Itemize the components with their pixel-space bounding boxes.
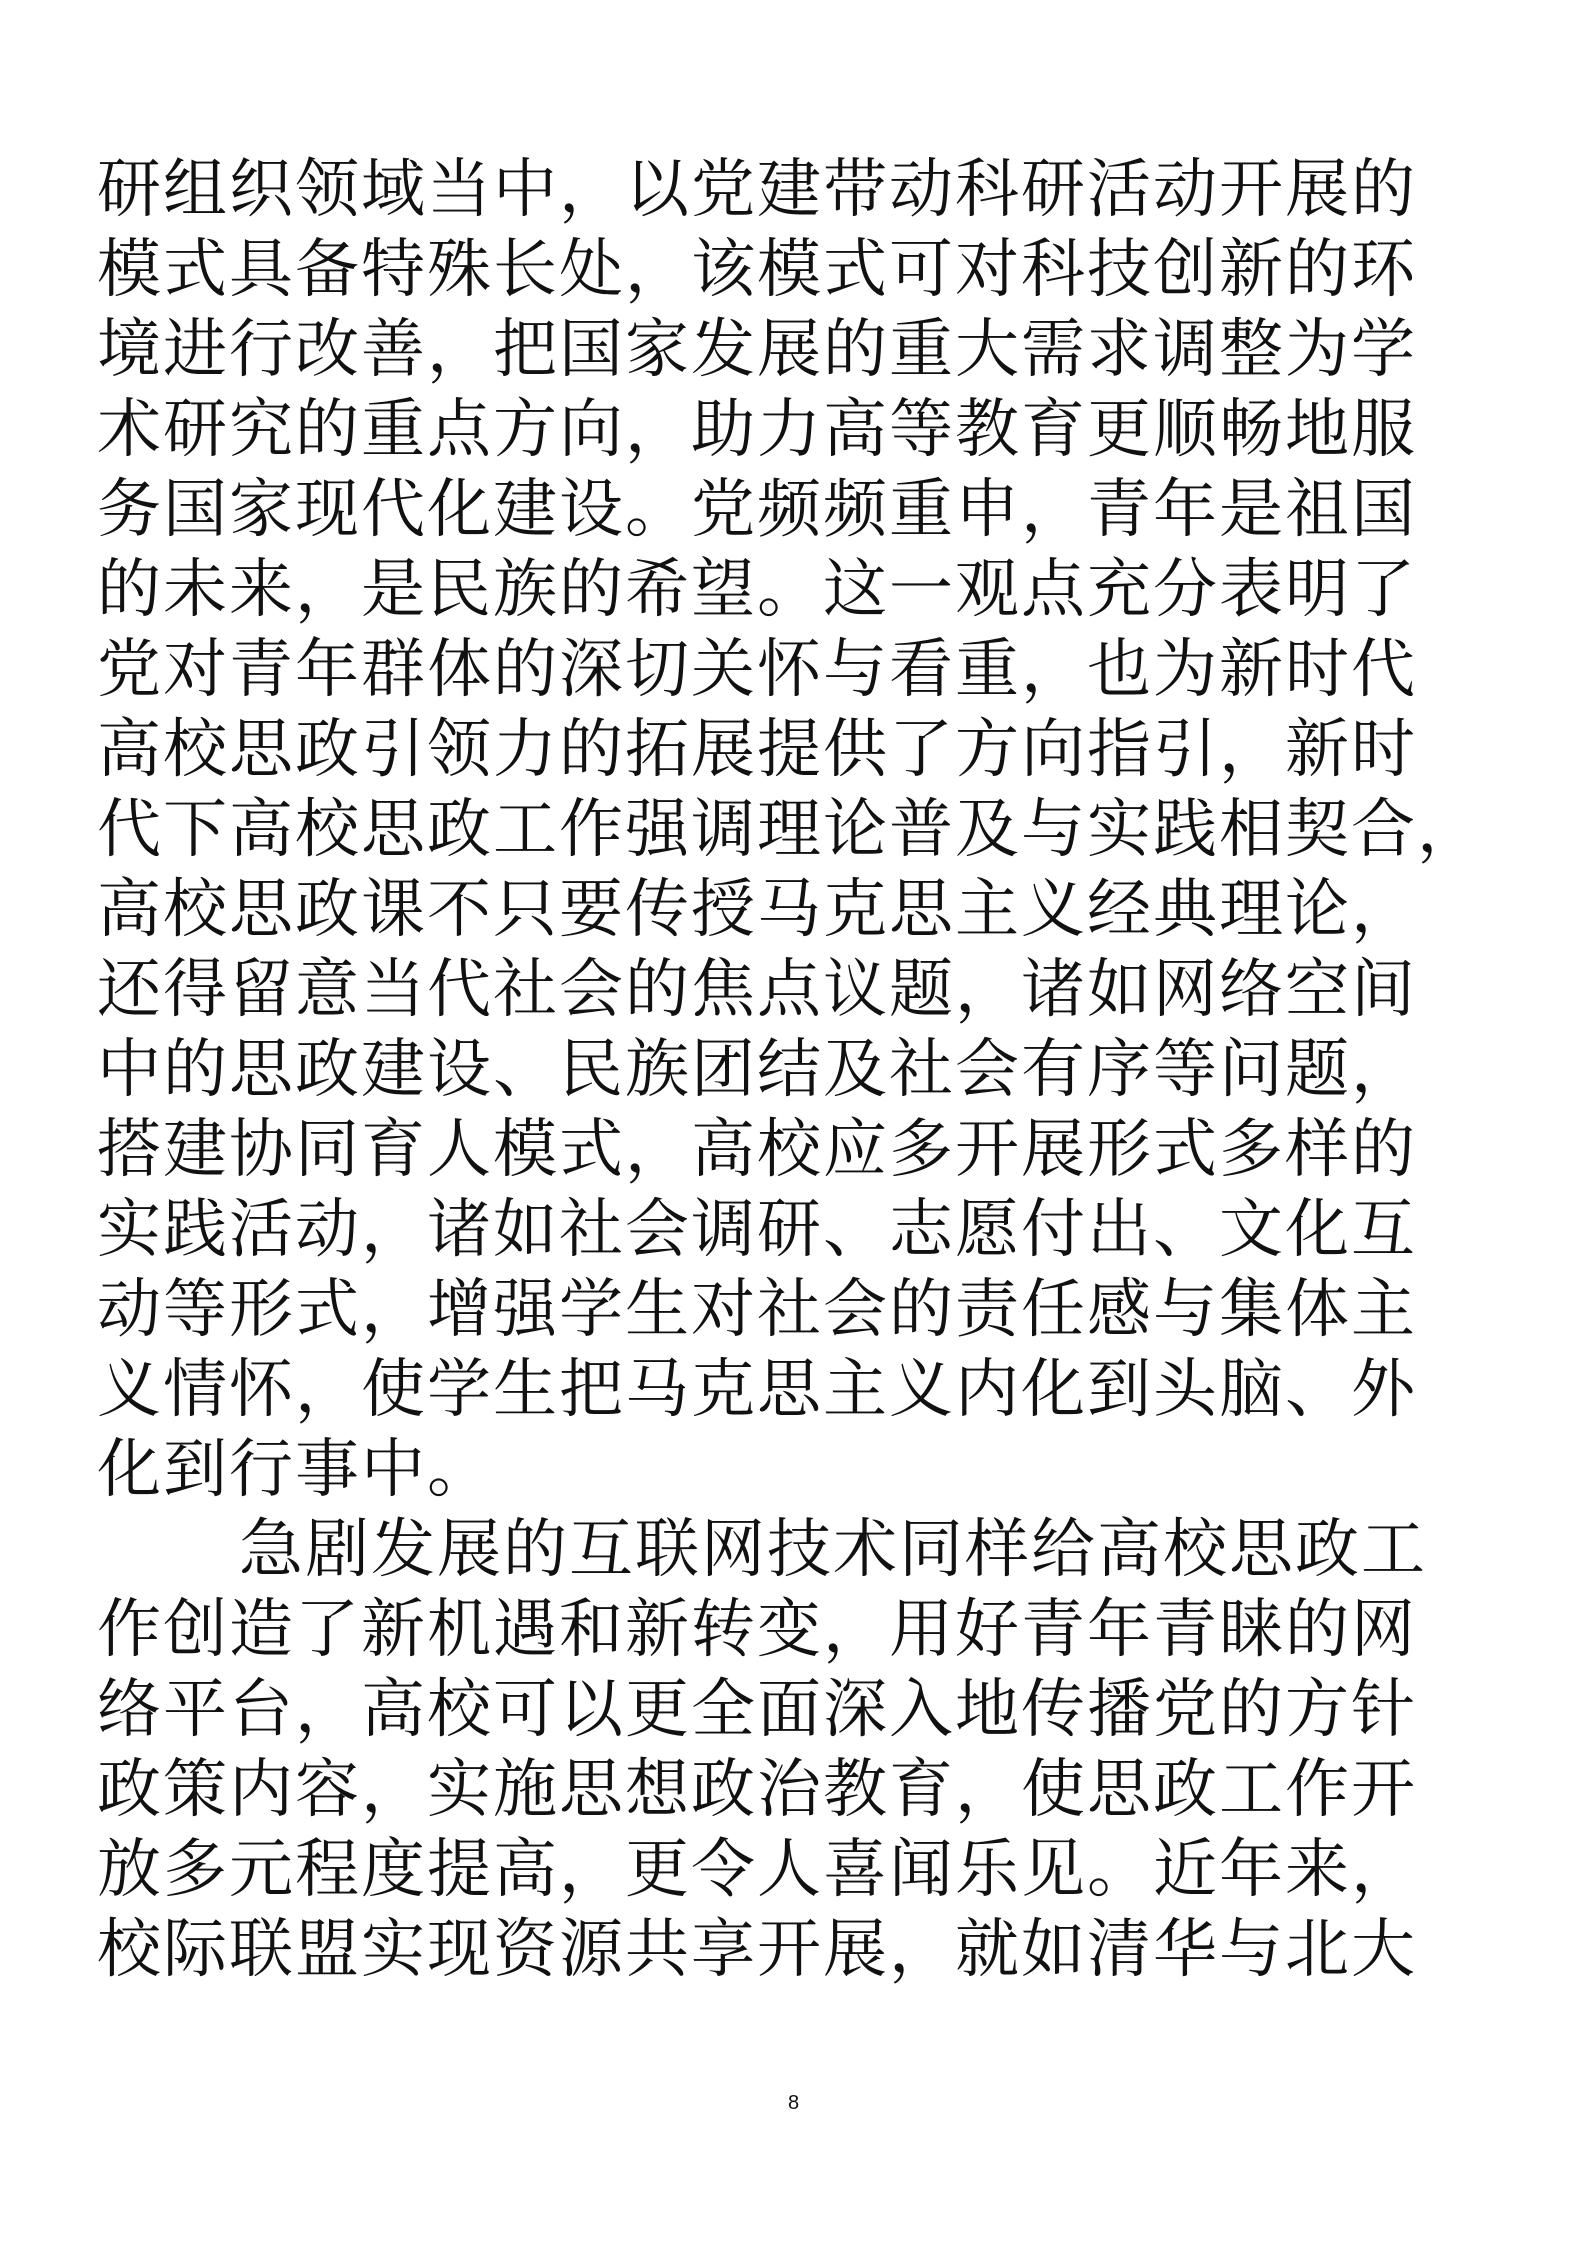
text-line-20: 络平台，高校可以更全面深入地传播党的方针 (97, 1673, 1417, 1747)
text-line-11: 还得留意当代社会的焦点议题，诸如网络空间 (97, 953, 1417, 1027)
text-line-4: 术研究的重点方向，助力高等教育更顺畅地服 (97, 393, 1417, 467)
text-line-14: 实践活动，诸如社会调研、志愿付出、文化互 (97, 1193, 1417, 1267)
text-line-12: 中的思政建设、民族团结及社会有序等问题， (97, 1033, 1417, 1107)
text-line-6: 的未来，是民族的希望。这一观点充分表明了 (97, 553, 1417, 627)
text-line-1: 研组织领域当中，以党建带动科研活动开展的 (97, 153, 1417, 227)
text-line-2: 模式具备特殊长处，该模式可对科技创新的环 (97, 233, 1417, 307)
text-line-22: 放多元程度提高，更令人喜闻乐见。近年来， (97, 1833, 1417, 1907)
text-line-16: 义情怀，使学生把马克思主义内化到头脑、外 (97, 1353, 1417, 1427)
text-line-3: 境进行改善，把国家发展的重大需求调整为学 (97, 313, 1417, 387)
text-line-8: 高校思政引领力的拓展提供了方向指引，新时 (97, 713, 1417, 787)
text-line-15: 动等形式，增强学生对社会的责任感与集体主 (97, 1273, 1417, 1347)
page-number: 8 (787, 2092, 800, 2114)
text-line-7: 党对青年群体的深切关怀与看重，也为新时代 (97, 633, 1417, 707)
text-line-19: 作创造了新机遇和新转变，用好青年青睐的网 (97, 1593, 1417, 1667)
text-line-13: 搭建协同育人模式，高校应多开展形式多样的 (97, 1113, 1417, 1187)
body-text (97, 150, 1517, 1990)
paragraph-start-line: 急剧发展的互联网技术同样给高校思政工 (239, 1513, 1427, 1587)
text-line-10: 高校思政课不只要传授马克思主义经典理论， (97, 873, 1417, 947)
text-line-9: 代下高校思政工作强调理论普及与实践相契合， (97, 793, 1483, 867)
text-line-21: 政策内容，实施思想政治教育，使思政工作开 (97, 1753, 1417, 1827)
text-line-5: 务国家现代化建设。党频频重申，青年是祖国 (97, 473, 1417, 547)
text-line-23: 校际联盟实现资源共享开展，就如清华与北大 (97, 1913, 1417, 1987)
text-line-17: 化到行事中。 (97, 1433, 493, 1507)
